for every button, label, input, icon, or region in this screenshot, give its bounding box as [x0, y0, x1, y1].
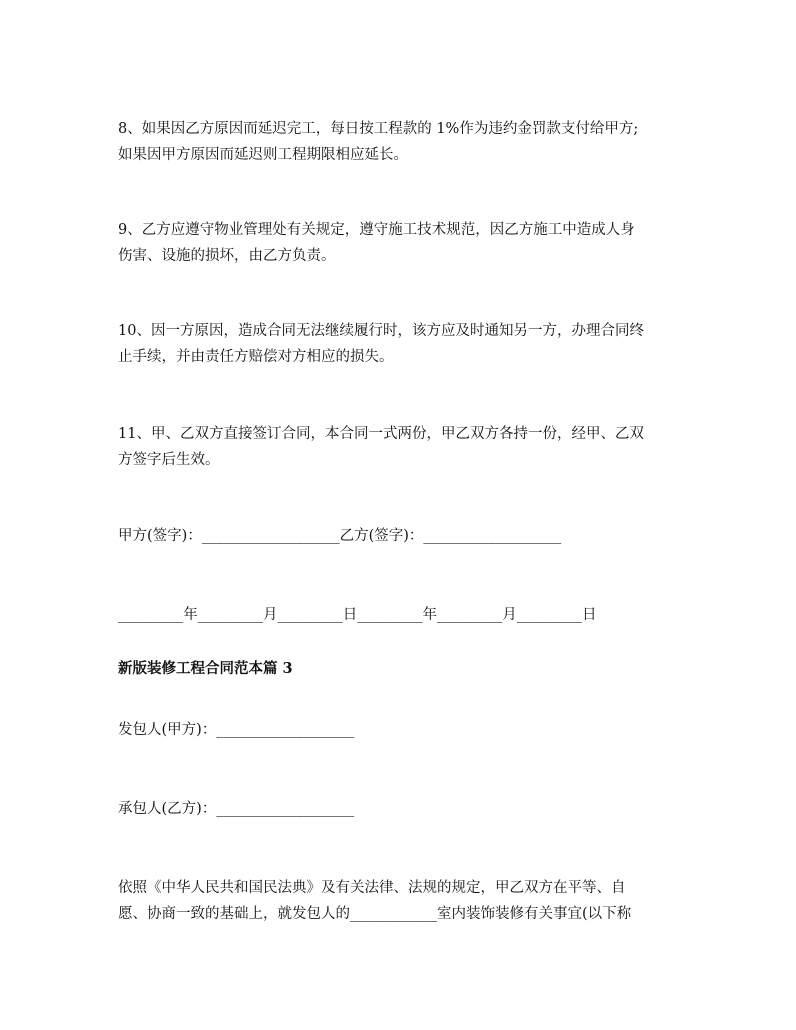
- section-title-text: 新版装修工程合同范本篇 3: [118, 660, 293, 677]
- date-line: [118, 602, 688, 628]
- clause-10-line-1: 10、因一方原因，造成合同无法继续履行时，该方应及时通知另一方，办理合同终: [118, 323, 644, 339]
- clause-8-line-1: 8、如果因乙方原因而延迟完工，每日按工程款的 1%作为违约金罚款支付给甲方;: [118, 121, 639, 137]
- intro-paragraph: [118, 875, 688, 927]
- clause-9: [118, 217, 688, 269]
- clause-8: [118, 116, 688, 168]
- clause-10: [118, 318, 688, 370]
- section-title: [118, 656, 688, 682]
- clause-10-line-2: 止手续，并由责任方赔偿对方相应的损失。: [118, 349, 394, 365]
- party-a-line: [118, 717, 688, 743]
- clause-11: [118, 421, 688, 473]
- signature-line: [118, 523, 688, 549]
- clause-11-line-2: 方签字后生效。: [118, 452, 220, 468]
- clause-8-line-2: 如果因甲方原因而延迟则工程期限相应延长。: [118, 147, 408, 163]
- party-b-line: [118, 796, 688, 822]
- signature-text: 甲方(签字)：___________________乙方(签字)：___________________: [118, 528, 562, 544]
- date-text: _________年_________月_________日_________年_________月_________日: [118, 607, 597, 623]
- party-a-text: 发包人(甲方)：___________________: [118, 722, 355, 738]
- clause-9-line-1: 9、乙方应遵守物业管理处有关规定，遵守施工技术规范，因乙方施工中造成人身: [118, 222, 635, 238]
- clause-11-line-1: 11、甲、乙双方直接签订合同，本合同一式两份，甲乙双方各持一份，经甲、乙双: [118, 426, 644, 442]
- intro-line-2: 愿、协商一致的基础上，就发包人的____________室内装饰装修有关事宜(以下称: [118, 906, 632, 922]
- party-b-text: 承包人(乙方)：___________________: [118, 801, 355, 817]
- intro-line-1: 依照《中华人民共和国民法典》及有关法律、法规的规定，甲乙双方在平等、自: [118, 880, 626, 896]
- clause-9-line-2: 伤害、设施的损坏，由乙方负责。: [118, 248, 336, 264]
